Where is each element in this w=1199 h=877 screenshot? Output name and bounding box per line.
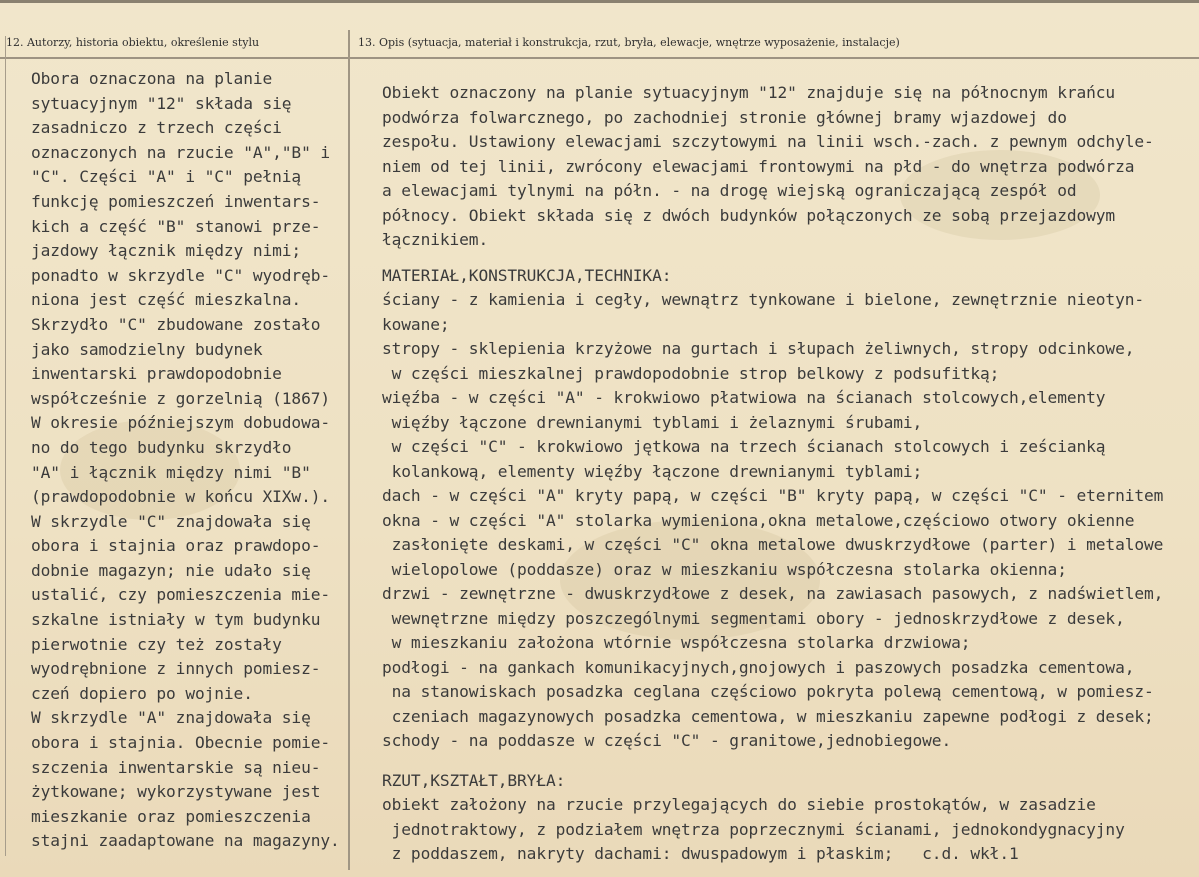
top-rule bbox=[0, 0, 1199, 3]
text-line: funkcję pomieszczeń inwentars- bbox=[31, 191, 321, 211]
text-line: "C". Części "A" i "C" pełnią bbox=[31, 167, 302, 187]
text-line: W skrzydle "A" znajdowała się bbox=[31, 708, 311, 728]
text-line: Obiekt oznaczony na planie sytuacyjnym "12" znajduje się na północnym krańcu bbox=[382, 83, 1116, 102]
right-column-header: 13. Opis (sytuacja, materiał i konstrukcja, rzut, bryła, elewacje, wnętrze wyposażenie, instalacje) bbox=[358, 36, 900, 49]
header-rule bbox=[0, 57, 1199, 59]
text-line: wyodrębnione z innych pomiesz- bbox=[31, 659, 321, 679]
text-line: w części mieszkalnej prawdopodobnie strop belkowy z podsufitką; bbox=[382, 363, 1000, 383]
text-line: północy. Obiekt składa się z dwóch budynków połączonych ze sobą przejazdowym bbox=[382, 205, 1116, 225]
text-line: okna - w części "A" stolarka wymieniona,okna metalowe,częściowo otwory okienne bbox=[382, 510, 1135, 530]
text-line: oznaczonych na rzucie "A","B" i bbox=[31, 142, 331, 162]
text-line: kich a część "B" stanowi prze- bbox=[31, 216, 321, 236]
text-line: z poddaszem, nakryty dachami: dwuspadowym i płaskim; c.d. wkł.1 bbox=[382, 844, 1019, 863]
text-line: obora i stajnia. Obecnie pomie- bbox=[31, 733, 331, 753]
text-line: wewnętrzne między poszczególnymi segmentami obory - jednoskrzydłowe z desek, bbox=[382, 608, 1125, 628]
text-line: drzwi - zewnętrzne - dwuskrzydłowe z desek, na zawiasach pasowych, z nadświetlem, bbox=[382, 584, 1164, 603]
text-line: kolankową, elementy więźby łączone drewnianymi tyblami; bbox=[382, 461, 923, 481]
left-margin-rule bbox=[5, 36, 6, 856]
text-line: sytuacyjnym "12" składa się bbox=[31, 93, 292, 113]
text-line: wielopolowe (poddasze) oraz w mieszkaniu współczesna stolarka okienna; bbox=[382, 559, 1067, 579]
text-line: współcześnie z gorzelnią (1867) bbox=[31, 388, 331, 408]
text-line: czeniach magazynowych posadzka cementowa, w mieszkaniu zapewne podłogi z desek; bbox=[382, 706, 1154, 726]
text-line: ściany - z kamienia i cegły, wewnątrz tynkowane i bielone, zewnętrznie nieotyn- bbox=[382, 290, 1145, 309]
text-line: dach - w części "A" kryty papą, w części "B" kryty papą, w części "C" - eternitem bbox=[382, 486, 1164, 505]
text-line: na stanowiskach posadzka ceglana częściowo pokryta polewą cementową, w pomiesz- bbox=[382, 682, 1154, 701]
text-line: czeń dopiero po wojnie. bbox=[31, 683, 253, 703]
text-line: więźby łączone drewnianymi tyblami i żelaznymi śrubami, bbox=[382, 412, 923, 432]
text-line: dobnie magazyn; nie udało się bbox=[31, 560, 311, 580]
material-section bbox=[382, 264, 1163, 754]
text-line: Obora oznaczona na planie bbox=[31, 69, 273, 88]
text-line: podwórza folwarcznego, po zachodniej stronie głównej bramy wjazdowej do bbox=[382, 107, 1067, 127]
text-line: Skrzydło "C" zbudowane zostało bbox=[31, 314, 321, 334]
text-line: schody - na poddasze w części "C" - granitowe,jednobiegowe. bbox=[382, 731, 952, 750]
text-line: ponadto w skrzydle "C" wyodręb- bbox=[31, 265, 331, 285]
text-line: kowane; bbox=[382, 314, 450, 334]
text-line: obiekt założony na rzucie przylegających do siebie prostokątów, w zasadzie bbox=[382, 795, 1096, 814]
column-divider bbox=[348, 30, 350, 870]
text-line: stajni zaadaptowane na magazyny. bbox=[31, 831, 340, 851]
text-line: (prawdopodobnie w końcu XIXw.). bbox=[31, 487, 331, 507]
text-line: zasadniczo z trzech części bbox=[31, 118, 282, 138]
text-line: niem od tej linii, zwrócony elewacjami frontowymi na płd - do wnętrza podwórza bbox=[382, 156, 1135, 176]
text-line: no do tego budynku skrzydło bbox=[31, 437, 292, 457]
text-line: "A" i łącznik między nimi "B" bbox=[31, 462, 311, 482]
text-line: pierwotnie czy też zostały bbox=[31, 634, 282, 654]
text-line: w mieszkaniu założona wtórnie współczesna stolarka drzwiowa; bbox=[382, 633, 971, 652]
text-line: niona jest część mieszkalna. bbox=[31, 290, 302, 310]
text-line: podłogi - na gankach komunikacyjnych,gnojowych i paszowych posadzka cementowa, bbox=[382, 657, 1135, 677]
text-line: szkalne istniały w tym budynku bbox=[31, 610, 321, 630]
text-line: jazdowy łącznik między nimi; bbox=[31, 241, 302, 261]
text-line: zasłonięte deskami, w części "C" okna metalowe dwuskrzydłowe (parter) i metalowe bbox=[382, 535, 1164, 554]
left-column-text bbox=[31, 67, 340, 854]
intro-paragraph bbox=[382, 81, 1163, 253]
text-line: szczenia inwentarskie są nieu- bbox=[31, 757, 321, 777]
text-line: stropy - sklepienia krzyżowe na gurtach i słupach żeliwnych, stropy odcinkowe, bbox=[382, 339, 1135, 358]
right-column-text bbox=[382, 81, 1163, 867]
text-line: jako samodzielny budynek bbox=[31, 339, 263, 359]
text-line: mieszkanie oraz pomieszczenia bbox=[31, 806, 311, 826]
text-line: a elewacjami tylnymi na półn. - na drogę wiejską ograniczającą zespół od bbox=[382, 181, 1077, 200]
text-line: w części "C" - krokwiowo jętkowa na trzech ścianach stolcowych i ześcianką bbox=[382, 437, 1106, 456]
text-line: obora i stajnia oraz prawdopo- bbox=[31, 536, 321, 556]
text-line: więźba - w części "A" - krokwiowo płatwiowa na ścianach stolcowych,elementy bbox=[382, 388, 1106, 407]
text-line: W skrzydle "C" znajdowała się bbox=[31, 511, 311, 531]
text-line: ustalić, czy pomieszczenia mie- bbox=[31, 585, 331, 605]
text-line: RZUT,KSZTAŁT,BRYŁA: bbox=[382, 770, 566, 790]
text-line: W okresie późniejszym dobudowa- bbox=[31, 413, 331, 433]
text-line: inwentarski prawdopodobnie bbox=[31, 364, 282, 384]
rzut-section bbox=[382, 769, 1163, 867]
text-line: żytkowane; wykorzystywane jest bbox=[31, 782, 321, 802]
text-line: zespołu. Ustawiony elewacjami szczytowymi na linii wsch.-zach. z pewnym odchyle- bbox=[382, 132, 1154, 151]
text-line: MATERIAŁ,KONSTRUKCJA,TECHNIKA: bbox=[382, 265, 672, 285]
text-line: jednotraktowy, z podziałem wnętrza poprzecznymi ścianami, jednokondygnacyjny bbox=[382, 819, 1125, 839]
text-line: łącznikiem. bbox=[382, 230, 489, 249]
left-column-header: 12. Autorzy, historia obiektu, określenie stylu bbox=[6, 36, 260, 49]
